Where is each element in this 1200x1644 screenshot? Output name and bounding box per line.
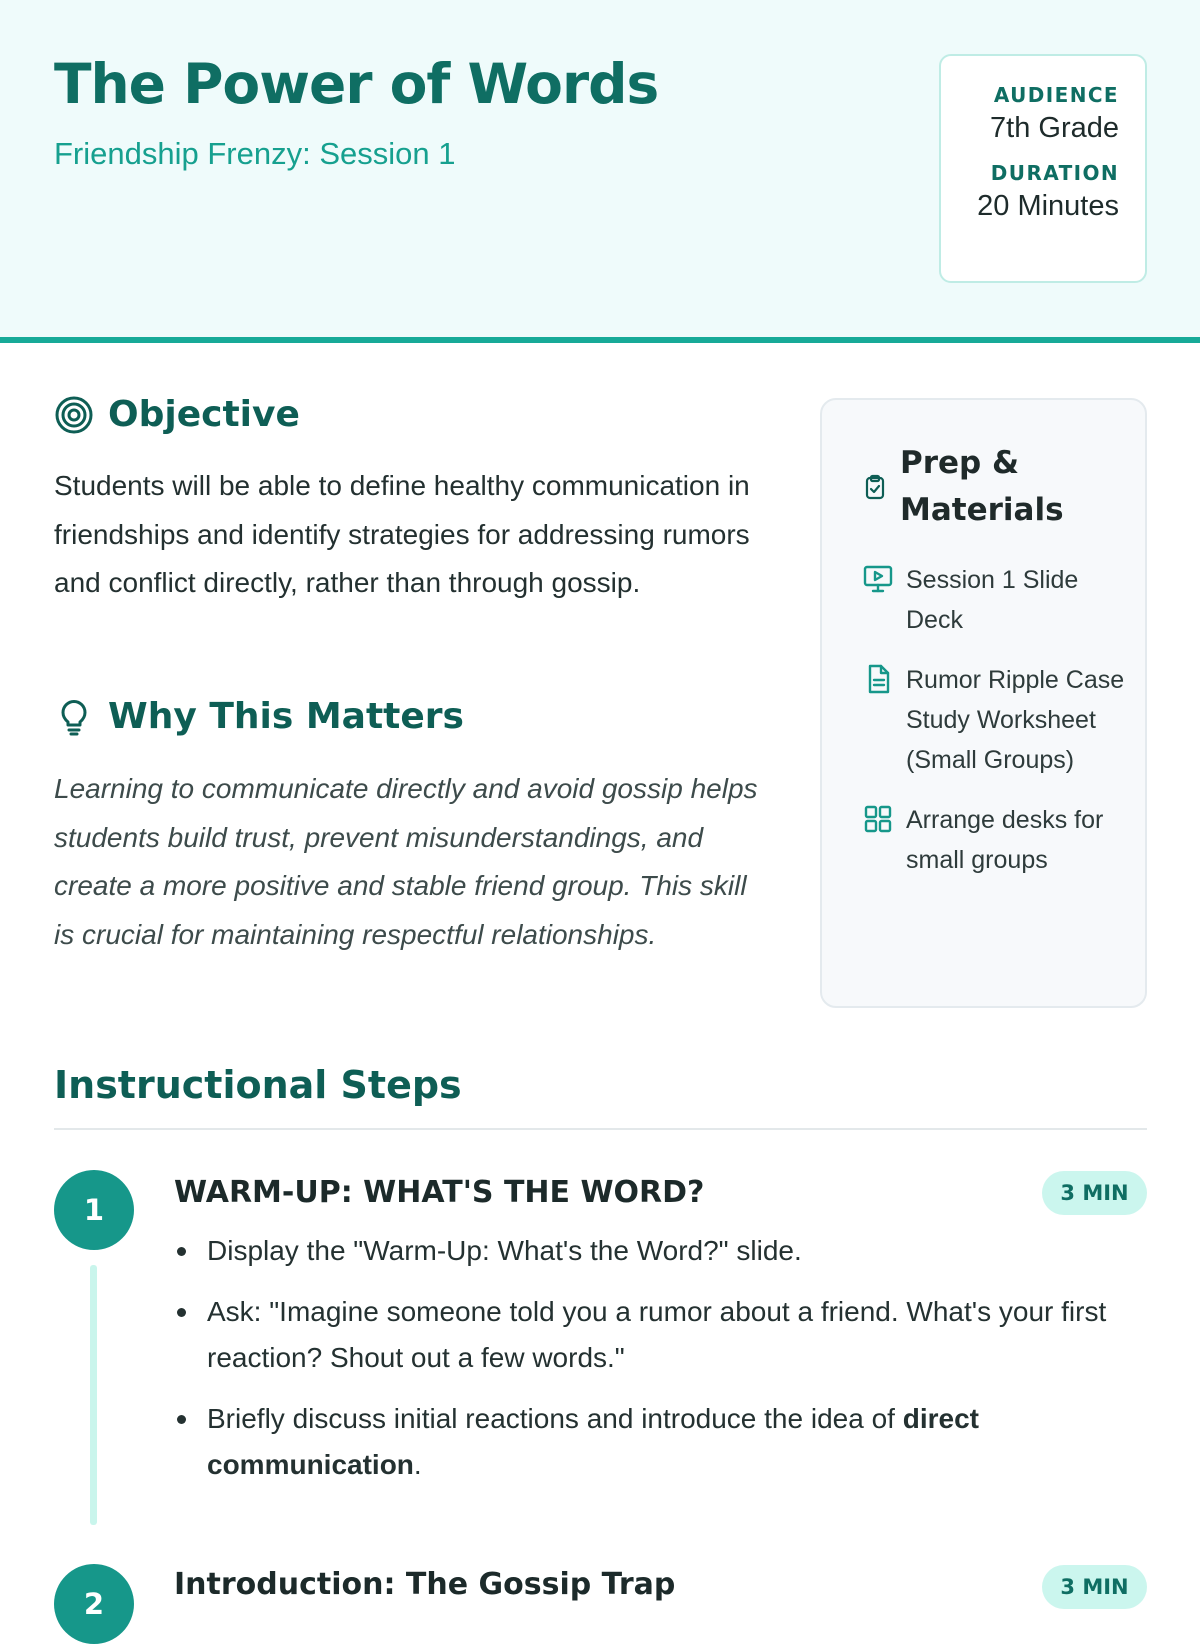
prep-heading: Prep & Materials [900, 445, 1064, 528]
step-bullet: Display the "Warm-Up: What's the Word?" slide. [174, 1228, 1134, 1275]
audience-label: AUDIENCE [993, 83, 1119, 107]
why-heading: Why This Matters [108, 696, 464, 737]
step-number: 2 [54, 1564, 134, 1644]
step-duration-badge: 3 MIN [1042, 1171, 1147, 1215]
grid-icon [862, 803, 894, 835]
page-title: The Power of Words [54, 52, 659, 116]
prep-item-label: Rumor Ripple Case Study Worksheet (Small Groups) [906, 666, 1125, 774]
prep-item-label: Session 1 Slide Deck [906, 566, 1079, 634]
objective-heading-row [54, 394, 300, 435]
presentation-icon [862, 563, 894, 595]
step-bullet-end: . [413, 1449, 422, 1480]
step-bullet-emphasis: direct communication [207, 1402, 979, 1480]
step-duration-badge: 3 MIN [1042, 1565, 1147, 1609]
prep-list [862, 560, 1132, 900]
clipboard-check-icon [862, 474, 888, 500]
prep-item-label: Arrange desks for small groups [906, 806, 1104, 874]
prep-heading-row [862, 440, 1140, 534]
prep-item [862, 800, 1132, 880]
prep-item [862, 660, 1132, 780]
step-bullet: Ask: "Imagine someone told you a rumor about a friend. What's your first reaction? Shout out a few words." [174, 1289, 1134, 1382]
why-heading-row [54, 696, 464, 737]
step-bullet-list [174, 1228, 1134, 1503]
step-number: 1 [54, 1170, 134, 1250]
step-title: WARM-UP: WHAT'S THE WORD? [174, 1175, 705, 1210]
step-bullet-text: Briefly discuss initial reactions and introduce the idea of [207, 1402, 903, 1434]
prep-item [862, 560, 1132, 640]
lightbulb-icon [54, 697, 94, 737]
step-title: Introduction: The Gossip Trap [174, 1567, 676, 1602]
step-connector-line [90, 1265, 97, 1525]
step-bullet [174, 1396, 1134, 1489]
why-text: Learning to communicate directly and avoid gossip helps students build trust, prevent misunderstandings, and create a more positive and stable friend group. This skill is crucial for maintaining respectful relationships. [54, 773, 758, 950]
session-meta-card [939, 54, 1147, 283]
target-icon [54, 395, 94, 435]
duration-value: 20 Minutes [977, 190, 1119, 222]
steps-heading: Instructional Steps [54, 1063, 462, 1107]
duration-label: DURATION [990, 161, 1119, 185]
document-icon [862, 663, 894, 695]
page-header [0, 0, 1200, 343]
objective-heading: Objective [108, 394, 300, 435]
objective-text: Students will be able to define healthy communication in friendships and identify strategies for addressing rumors and conflict directly, rather than through gossip. [54, 470, 750, 598]
page-subtitle: Friendship Frenzy: Session 1 [54, 136, 456, 171]
audience-value: 7th Grade [990, 112, 1119, 144]
steps-divider [54, 1128, 1147, 1130]
prep-materials-card [820, 398, 1147, 1008]
